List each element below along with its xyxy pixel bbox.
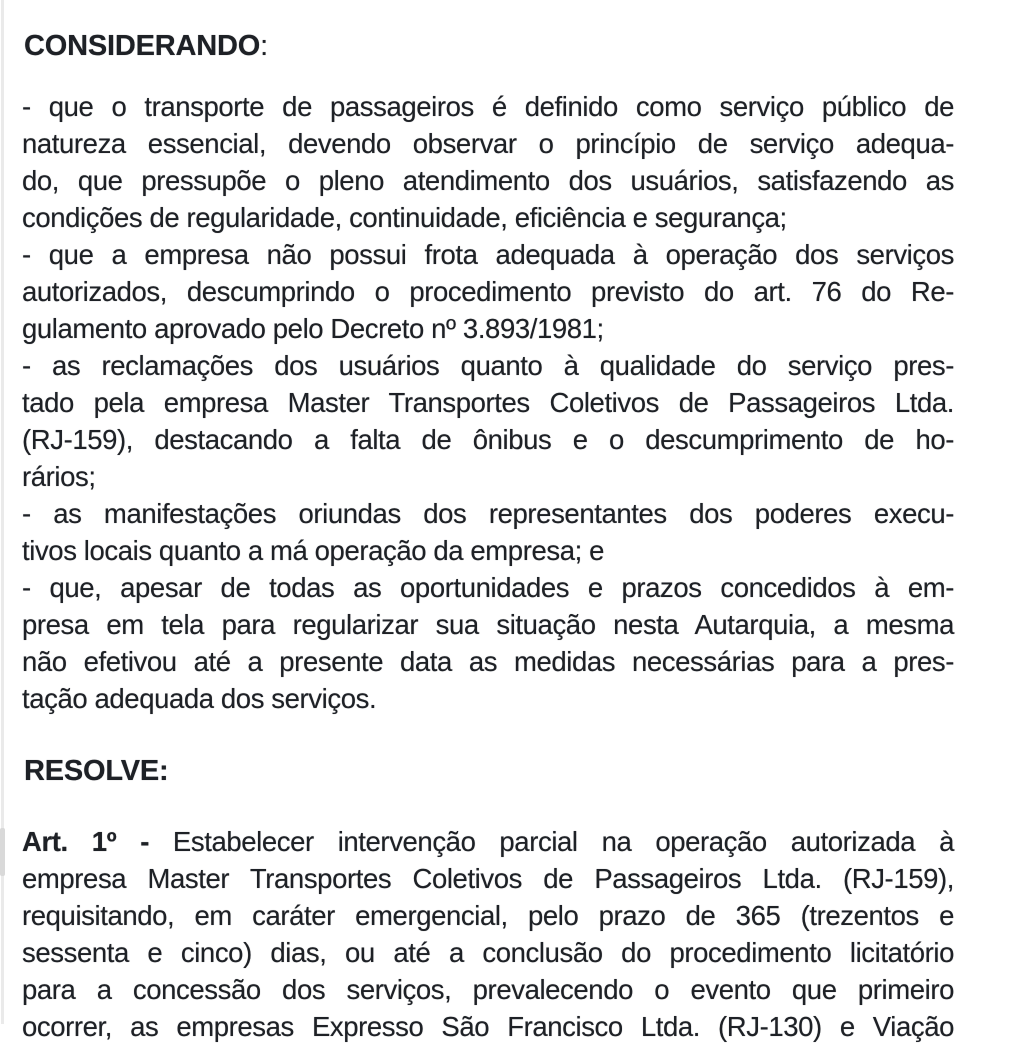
document-line: - que o transporte de passageiros é definido como serviço público de xyxy=(22,91,954,122)
document-line: sessenta e cinco) dias, ou até a conclusão do procedimento licitatório xyxy=(22,937,954,968)
resolve-heading: RESOLVE: xyxy=(24,755,169,787)
article-1-paragraph xyxy=(22,823,954,1045)
considerando-heading-colon: : xyxy=(260,30,268,62)
article-1-label: Art. 1º - xyxy=(22,826,173,857)
considerando-heading xyxy=(24,28,268,65)
considerando-heading-text: CONSIDERANDO xyxy=(24,30,261,62)
document-line: empresa Master Transportes Coletivos de Passageiros Ltda. (RJ-159), xyxy=(22,863,954,894)
document-line: ocorrer, as empresas Expresso São Francisco Ltda. (RJ-130) e Viação xyxy=(22,1011,954,1042)
document-line: - que, apesar de todas as oportunidades e prazos concedidos à em- xyxy=(22,572,954,603)
document-line: tado pela empresa Master Transportes Coletivos de Passageiros Ltda. xyxy=(22,387,954,418)
document-line: - que a empresa não possui frota adequada à operação dos serviços xyxy=(22,239,954,270)
document-line: autorizados, descumprindo o procedimento previsto do art. 76 do Re- xyxy=(22,276,954,307)
document-line: - as manifestações oriundas dos representantes dos poderes execu- xyxy=(22,498,954,529)
document-line: - as reclamações dos usuários quanto à qualidade do serviço pres- xyxy=(22,350,954,381)
document-line: rários; xyxy=(22,461,96,492)
document-line: tivos locais quanto a má operação da empresa; e xyxy=(22,535,604,566)
document-line: tação adequada dos serviços. xyxy=(22,683,377,714)
article-1-line-text: Estabelecer intervenção parcial na operação autorizada à xyxy=(172,826,955,857)
document-line: presa em tela para regularizar sua situação nesta Autarquia, a mesma xyxy=(22,609,954,640)
document-line: condições de regularidade, continuidade, eficiência e segurança; xyxy=(22,202,787,233)
document-line: não efetivou até a presente data as medidas necessárias para a pres- xyxy=(22,646,954,677)
document-line: gulamento aprovado pelo Decreto nº 3.893/1981; xyxy=(22,313,604,344)
document-line: requisitando, em caráter emergencial, pelo prazo de 365 (trezentos e xyxy=(22,900,954,931)
document-line: para a concessão dos serviços, prevalecendo o evento que primeiro xyxy=(22,974,954,1005)
scan-smudge-artifact xyxy=(0,828,5,876)
document-line xyxy=(22,823,954,860)
document-line: (RJ-159), destacando a falta de ônibus e o descumprimento de ho- xyxy=(22,424,954,455)
document-line: natureza essencial, devendo observar o princípio de serviço adequa- xyxy=(22,128,954,159)
document-line: do, que pressupõe o pleno atendimento dos usuários, satisfazendo as xyxy=(22,165,954,196)
considerando-clauses xyxy=(22,88,954,717)
